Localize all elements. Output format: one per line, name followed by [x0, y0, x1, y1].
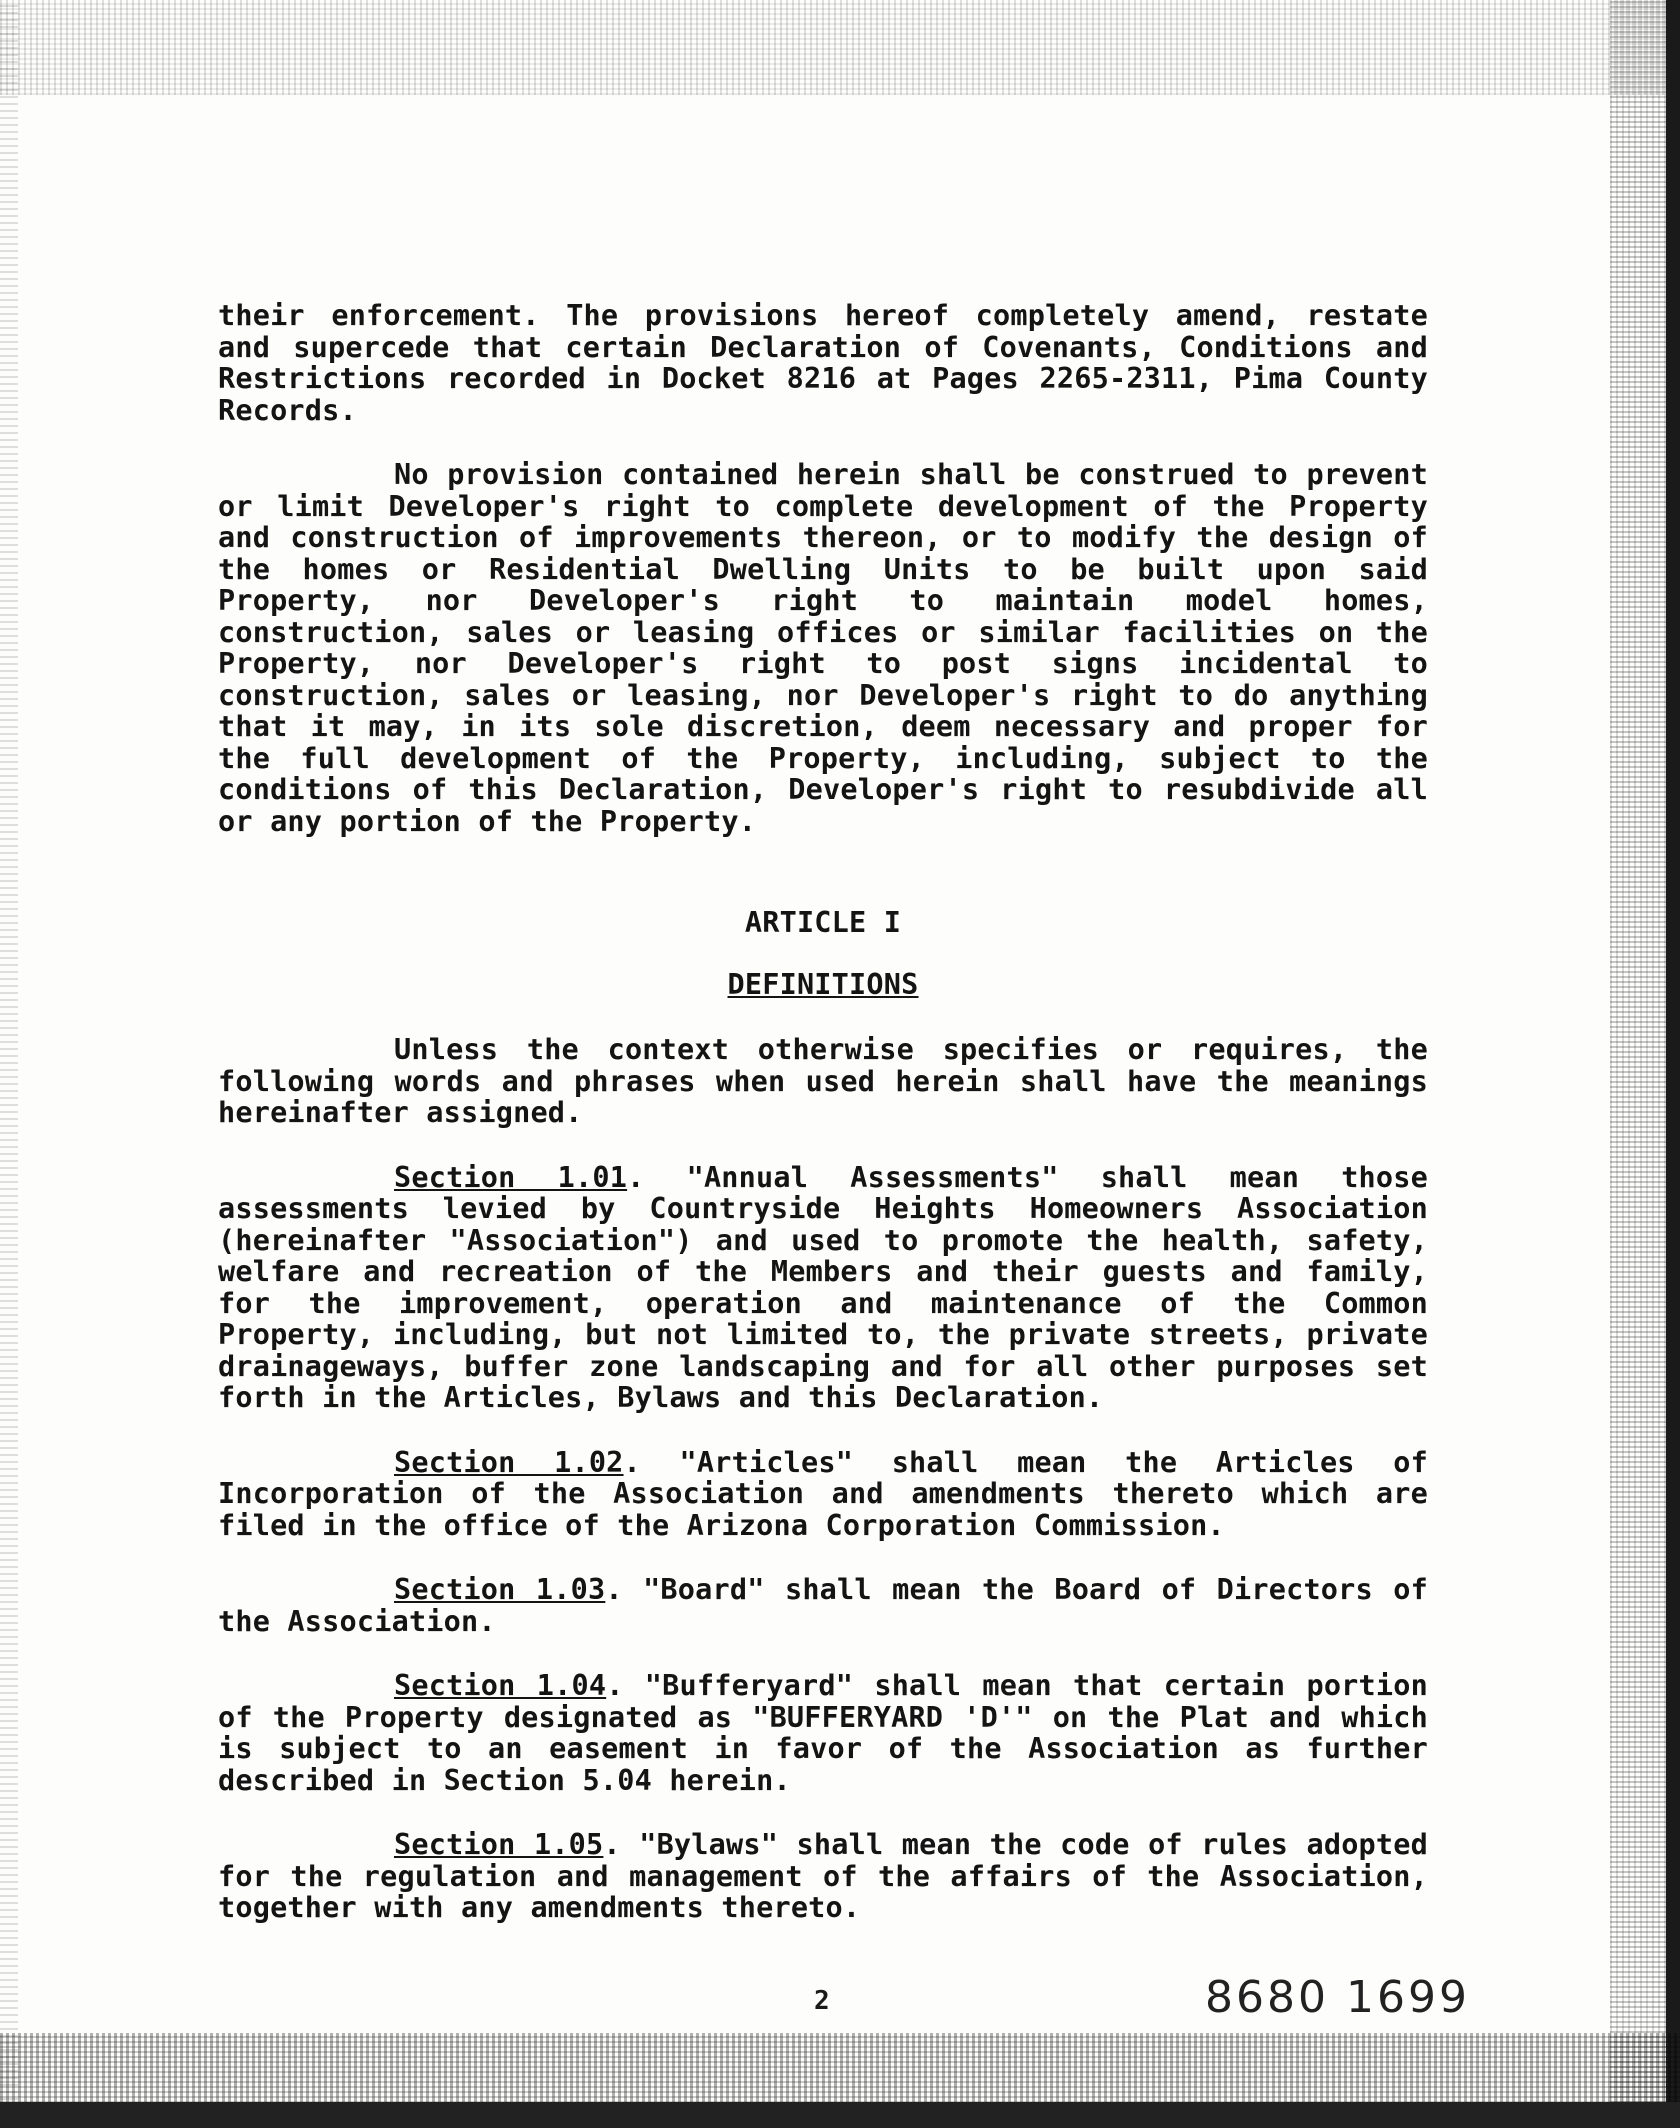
section-1-02: [218, 1447, 1428, 1542]
section-label: Section 1.02: [394, 1445, 624, 1479]
section-1-04: [218, 1670, 1428, 1796]
definitions-heading: DEFINITIONS: [727, 967, 919, 1001]
docket-stamp: 8680 1699: [1205, 1972, 1470, 2023]
scan-noise-top: [0, 0, 1680, 95]
scan-edge-right: [1666, 0, 1680, 2128]
section-text: . "Annual Assessments" shall mean those assessments levied by Countryside Heights Homeowners Association (hereinafter "Association") and used to promote the health, safety, welfare and recreation of the Members and their guests and family, for the improvement, operation and maintenance of the Common Property, including, but not limited to, the private streets, private drainageways, buffer zone landscaping and for all other purposes set forth in the Articles, Bylaws and this Declaration.: [218, 1160, 1428, 1414]
section-label: Section 1.03: [394, 1573, 606, 1606]
section-1-05: [218, 1829, 1428, 1924]
section-label: Section 1.04: [394, 1669, 607, 1702]
section-text: . "Board" shall mean the Board of Directors of the Association.: [218, 1573, 1428, 1638]
scan-edge-bottom: [0, 2102, 1680, 2128]
article-heading: ARTICLE I: [744, 906, 902, 939]
section-label: Section 1.01: [394, 1160, 628, 1194]
scan-noise-left: [0, 0, 18, 2128]
page-number: 2: [814, 1986, 830, 2016]
section-text: . "Articles" shall mean the Articles of Incorporation of the Association and amendments thereto which are filed in the office of the Arizona Corporation Commission.: [218, 1445, 1428, 1542]
section-1-03: [218, 1574, 1428, 1637]
section-text: . "Bylaws" shall mean the code of rules adopted for the regulation and management of the affairs of the Association, together with any amendments thereto.: [218, 1828, 1428, 1924]
section-label: Section 1.05: [394, 1828, 604, 1861]
paragraph-enforcement: their enforcement. The provisions hereof completely amend, restate and supercede that certain Declaration of Covenants, Conditions and Restrictions recorded in Docket 8216 at Pages 2265-2311, Pima County Records.: [218, 299, 1428, 427]
paragraph-developer-rights: No provision contained herein shall be construed to prevent or limit Developer's right to complete development of the Property and construction of improvements thereon, or to modify the design of the homes or Residential Dwelling Units to be built upon said Property, nor Developer's right to maintain model homes, construction, sales or leasing offices or similar facilities on the Property, nor Developer's right to post signs incidental to construction, sales or leasing, nor Developer's right to do anything that it may, in its sole discretion, deem necessary and proper for the full development of the Property, including, subject to the conditions of this Declaration, Developer's right to resubdivide all or any portion of the Property.: [218, 458, 1428, 838]
definitions-intro: Unless the context otherwise specifies or requires, the following words and phrases when used herein shall have the meanings hereinafter assigned.: [218, 1033, 1428, 1129]
document-body: [218, 300, 1428, 1957]
section-text: . "Bufferyard" shall mean that certain portion of the Property designated as "BUFFERYARD 'D'" on the Plat and which is subject to an easement in favor of the Association as further described in Section 5.04 herein.: [218, 1669, 1428, 1797]
section-1-01: [218, 1162, 1428, 1414]
